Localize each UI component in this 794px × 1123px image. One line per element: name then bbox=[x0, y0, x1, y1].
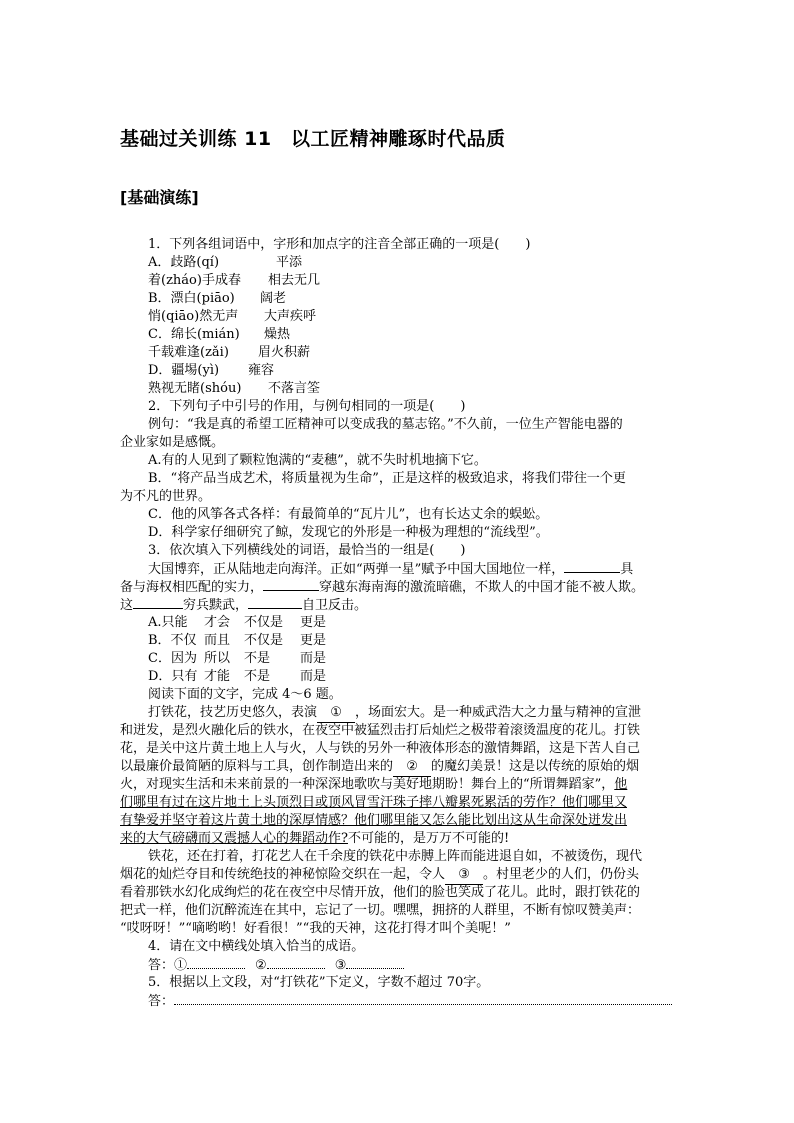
q3-d-3: 不是 bbox=[244, 669, 271, 684]
q3-c-3: 不是 bbox=[244, 651, 271, 666]
q2-option-a: A.有的人见到了颗粒饱满的“麦穗”，就不失时机地摘下它。 bbox=[148, 453, 487, 468]
q1-c-word2: 燥热 bbox=[264, 327, 291, 342]
q3-b-3: 不仅是 bbox=[244, 633, 284, 648]
q4-blank-2-label: ② bbox=[255, 958, 267, 973]
q2-option-c: C．他的风筝各式各样：有最简单的“瓦片儿”，也有长达丈余的蜈蚣。 bbox=[148, 507, 549, 522]
q3-blank-1 bbox=[564, 560, 620, 573]
q5-answer-blank[interactable] bbox=[174, 992, 672, 1005]
q3-option-d bbox=[148, 668, 326, 686]
reading-intro: 阅读下面的文字，完成 4～6 题。 bbox=[148, 687, 342, 702]
q3-a-1: A.只能 bbox=[148, 615, 188, 630]
q1-b-word1: B．漂白(piāo) bbox=[148, 291, 235, 306]
reading-line-7: 有挚爱并坚守着这片黄土地的深厚情感？他们哪里能又怎么能比划出这从生命深处迸发出 bbox=[120, 813, 628, 828]
q1-a-word2: 平添 bbox=[276, 255, 303, 270]
q2-example-line1: 例句：“我是真的希望工匠精神可以变成我的墓志铭。”不久前，一位生产智能电器的 bbox=[148, 417, 623, 432]
reading-line-10 bbox=[120, 866, 639, 885]
reading-text-1a: 打铁花，技艺历史悠久，表演 bbox=[148, 705, 318, 720]
q3-blank-2 bbox=[263, 578, 319, 591]
reading-text-4b: 的魔幻美景！这是以传统的原始的烟 bbox=[431, 759, 640, 774]
q3-passage-line3 bbox=[120, 596, 367, 615]
reading-blank-1: ① bbox=[317, 704, 355, 723]
q3-c-2: 所以 bbox=[204, 651, 231, 666]
q3-option-c bbox=[148, 650, 326, 668]
q3-blank-4 bbox=[248, 596, 302, 609]
q1-option-d-line2 bbox=[148, 380, 320, 398]
q4-blank-2[interactable] bbox=[267, 956, 325, 969]
q3-c-4: 而是 bbox=[300, 651, 327, 666]
q3-a-3: 不仅是 bbox=[244, 615, 284, 630]
q4-blank-1-label: ① bbox=[174, 958, 188, 973]
q1-c-word1: C．绵长(mián) bbox=[148, 327, 240, 342]
q1-stem: 1．下列各组词语中，字形和加点字的注音全部正确的一项是( ) bbox=[148, 237, 531, 252]
q3-passage-text3: 备与海权相匹配的实力， bbox=[120, 580, 264, 595]
q3-passage-text5: 这 bbox=[120, 598, 134, 613]
q1-option-a-line1 bbox=[148, 254, 302, 272]
reading-text-10b: 。村里老少的人们，仍份头 bbox=[483, 867, 640, 882]
reading-line-5 bbox=[120, 776, 627, 794]
q1-d-word3: 熟视无睹(shóu) bbox=[148, 381, 242, 396]
q4-answer-label: 答： bbox=[148, 958, 175, 973]
reading-text-5: 火，对现实生活和未来前景的一种深深地歌吹与美好地期盼！舞台上的“所谓舞蹈家”， bbox=[120, 777, 615, 792]
q3-blank-3 bbox=[133, 596, 183, 609]
q5-stem: 5．根据以上文段，对“打铁花”下定义，字数不超过 70字。 bbox=[148, 975, 490, 990]
section-heading: [基础演练] bbox=[120, 188, 199, 207]
q4-blank-3[interactable] bbox=[346, 956, 404, 969]
q1-d-word4: 不落言筌 bbox=[268, 381, 321, 396]
q3-passage-text2: 具 bbox=[620, 562, 634, 577]
q2-option-d: D．科学家仔细研究了鲸，发现它的外形是一种极为理想的“流线型”。 bbox=[148, 525, 549, 540]
q3-passage-text1: 大国博弈，正从陆地走向海洋。正如“两弹一星”赋予中国大国地位一样， bbox=[148, 562, 565, 577]
reading-line-13: “哎呀呀！”“嘀哟哟！好看很！”“我的天神，这花打得才叫个美呢！” bbox=[120, 921, 511, 936]
q1-option-a-line2 bbox=[148, 272, 320, 290]
q1-option-c-line1 bbox=[148, 326, 290, 344]
q4-answer-line bbox=[148, 956, 404, 975]
q3-a-4: 更是 bbox=[300, 615, 327, 630]
q2-option-b-line1: B．“将产品当成艺术，将质量视为生命”，正是这样的极致追求，将我们带往一个更 bbox=[148, 471, 626, 486]
q5-answer-label: 答： bbox=[148, 994, 175, 1009]
q3-b-4: 更是 bbox=[300, 633, 327, 648]
reading-line-2: 和迸发，是烈火融化后的铁水，在夜空中被猛烈击打后灿烂之极带着滚烫温度的花儿。打铁 bbox=[120, 723, 641, 738]
q3-stem: 3．依次填入下列横线处的词语，最恰当的一组是( ) bbox=[148, 543, 466, 558]
reading-text-8b: 不可能的，是万万不可能的! bbox=[347, 831, 510, 846]
page-title: 基础过关训练 11 以工匠精神雕琢时代品质 bbox=[120, 128, 506, 150]
reading-line-12: 把式一样，他们沉醉流连在其中，忘记了一切。嘿嘿，拥挤的人群里，不断有惊叹赞美声： bbox=[120, 903, 641, 918]
q2-example-line2: 企业家如是感慨。 bbox=[120, 435, 225, 450]
q3-passage-text4: 穿越东海南海的激流暗礁，不欺人的中国才能不被人欺。 bbox=[319, 580, 645, 595]
reading-blank-2: ② bbox=[393, 758, 431, 777]
reading-line-6: 们哪里有过在这片地土上头顶烈日或顶风冒雪汗珠子摔八瓣累死累活的劳作？他们哪里又 bbox=[120, 795, 628, 810]
q1-option-c-line2 bbox=[148, 344, 310, 362]
q1-b-word4: 大声疾呼 bbox=[264, 309, 317, 324]
reading-text-8u: 来的大气磅礴而又震撼人心的舞蹈动作? bbox=[120, 831, 348, 846]
q4-stem: 4．请在文中横线处填入恰当的成语。 bbox=[148, 939, 365, 954]
q3-d-4: 而是 bbox=[300, 669, 327, 684]
reading-text-4a: 以最廉价最简陋的原料与工具，创作制造出来的 bbox=[120, 759, 394, 774]
q3-c-1: C．因为 bbox=[148, 651, 197, 666]
q3-option-b bbox=[148, 632, 326, 650]
q1-c-word4: 眉火积薪 bbox=[258, 345, 311, 360]
q2-stem: 2．下列句子中引号的作用，与例句相同的一项是( ) bbox=[148, 399, 466, 414]
q1-b-word3: 悄(qiāo)然无声 bbox=[148, 309, 239, 324]
reading-line-8 bbox=[120, 830, 509, 848]
q3-passage-text7: 自卫反击。 bbox=[302, 598, 368, 613]
q3-d-1: D．只有 bbox=[148, 669, 198, 684]
q1-c-word3: 千载难逢(zǎi) bbox=[148, 345, 229, 360]
reading-line-1 bbox=[148, 704, 641, 723]
q1-a-word4: 相去无几 bbox=[268, 273, 321, 288]
q3-passage-line2 bbox=[120, 578, 644, 597]
q4-blank-3-label: ③ bbox=[334, 958, 347, 973]
reading-line-4 bbox=[120, 758, 639, 777]
reading-text-5u: 他 bbox=[614, 777, 628, 792]
reading-line-9: 铁花，还在打着，打花艺人在千余度的铁花中赤膊上阵而能进退自如，不被烫伤，现代 bbox=[148, 849, 643, 864]
reading-blank-3: ③ bbox=[445, 866, 483, 885]
reading-line-3: 花，是关中这片黄土地上人与火，人与铁的另外一种液体形态的激情舞蹈，这是下苦人自己 bbox=[120, 741, 641, 756]
q3-d-2: 才能 bbox=[204, 669, 231, 684]
q3-passage-text6: 穷兵黩武， bbox=[183, 598, 249, 613]
q3-b-1: B．不仅 bbox=[148, 633, 197, 648]
reading-text-1b: ，场面宏大。是一种威武浩大之力量与精神的宣泄 bbox=[355, 705, 642, 720]
q4-blank-1[interactable] bbox=[187, 956, 245, 969]
reading-line-11: 看着那铁水幻化成绚烂的花在夜空中尽情开放，他们的脸也笑成了花儿。此时，跟打铁花的 bbox=[120, 885, 641, 900]
q1-option-b-line1 bbox=[148, 290, 286, 308]
q1-a-word3: 着(zháo)手成春 bbox=[148, 273, 241, 288]
q5-answer-line bbox=[148, 992, 672, 1011]
q1-option-d-line1 bbox=[148, 362, 274, 380]
q3-a-2: 才会 bbox=[204, 615, 231, 630]
q1-b-word2: 阔老 bbox=[260, 291, 287, 306]
q3-b-2: 而且 bbox=[204, 633, 231, 648]
q3-option-a bbox=[148, 614, 326, 632]
q1-d-word2: 雍容 bbox=[248, 363, 275, 378]
q1-d-word1: D．疆埸(yì) bbox=[148, 363, 220, 378]
q1-a-word1: A．歧路(qí) bbox=[148, 255, 220, 270]
reading-text-10a: 烟花的灿烂夺目和传统绝技的神秘惊险交织在一起，令人 bbox=[120, 867, 446, 882]
q3-passage-line1 bbox=[148, 560, 633, 579]
q2-option-b-line2: 为不凡的世界。 bbox=[120, 489, 212, 504]
q1-option-b-line2 bbox=[148, 308, 316, 326]
